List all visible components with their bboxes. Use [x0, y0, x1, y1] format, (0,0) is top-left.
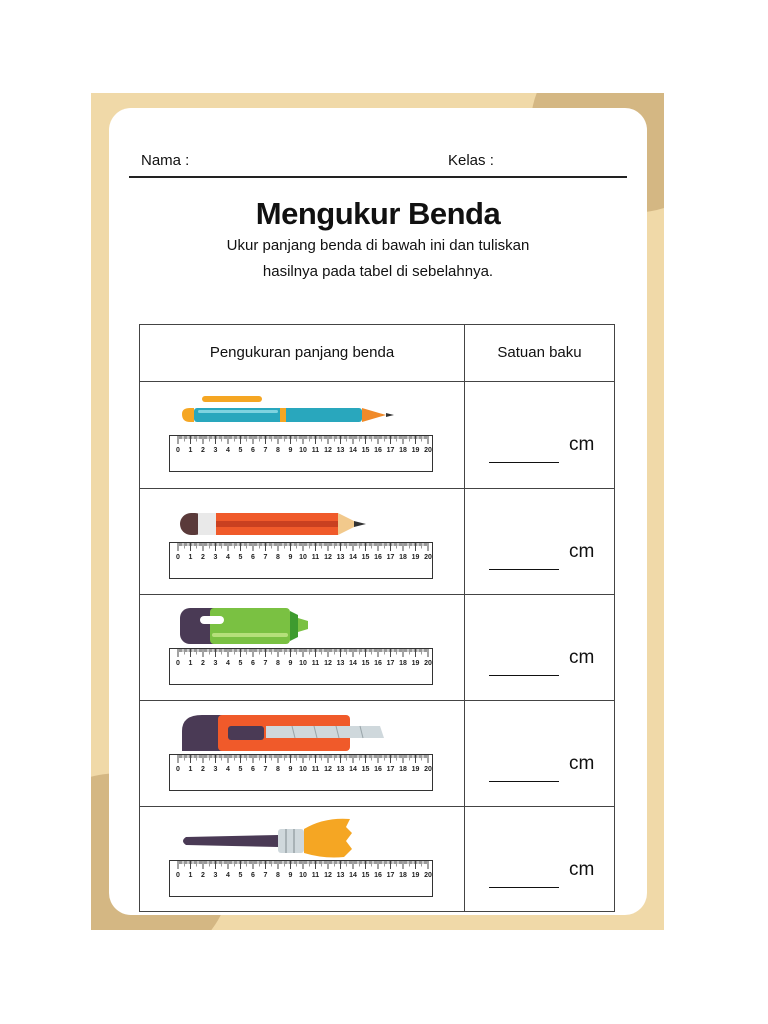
ruler-number: 0: [176, 660, 180, 667]
header-underline: [129, 176, 627, 178]
ruler-number: 12: [324, 660, 332, 667]
ruler-number: 14: [349, 660, 357, 667]
ruler-number: 16: [374, 660, 382, 667]
ruler-number: 7: [263, 872, 268, 879]
ruler-scale: [170, 436, 432, 471]
ruler-number: 17: [386, 872, 395, 879]
answer-blank[interactable]: [489, 675, 559, 676]
unit-label: cm: [569, 541, 595, 562]
ruler-number: 15: [361, 554, 370, 561]
ruler-number: 8: [276, 660, 280, 667]
answer-blank[interactable]: [489, 462, 559, 463]
ruler: [169, 860, 433, 897]
ruler-number: 10: [299, 554, 307, 561]
name-label: Nama :: [141, 152, 190, 169]
ruler-number: 9: [288, 447, 293, 454]
ruler-number: 2: [201, 872, 205, 879]
ruler-number: 19: [411, 447, 420, 454]
ruler-number: 11: [311, 660, 320, 667]
ruler-number: 15: [361, 766, 370, 773]
ruler-number: 12: [324, 872, 332, 879]
ruler-number: 1: [188, 660, 193, 667]
ruler-number: 9: [288, 766, 293, 773]
ruler-number: 17: [386, 660, 395, 667]
ruler-number: 4: [226, 660, 230, 667]
ruler-number: 13: [336, 766, 345, 773]
ruler-number: 8: [276, 447, 280, 454]
ruler-number: 14: [349, 447, 357, 454]
ruler-number: 8: [276, 554, 280, 561]
ruler-number: 16: [374, 554, 382, 561]
ruler-number: 18: [399, 766, 407, 773]
ruler-number: 7: [263, 660, 268, 667]
ruler-number: 14: [349, 554, 357, 561]
worksheet-frame: [91, 93, 664, 930]
ruler-number: 4: [226, 872, 230, 879]
ruler-number: 4: [226, 554, 230, 561]
unit-label: cm: [569, 647, 595, 668]
ruler-scale: [170, 649, 432, 684]
ruler-number: 13: [336, 554, 345, 561]
ruler-number: 20: [424, 766, 432, 773]
worksheet-card: [109, 108, 647, 915]
ruler-number: 1: [188, 554, 193, 561]
table-row: [140, 489, 614, 596]
ruler-number: 0: [176, 554, 180, 561]
ruler-number: 7: [263, 554, 268, 561]
ruler-number: 13: [336, 447, 345, 454]
ruler-number: 10: [299, 872, 307, 879]
ruler-number: 2: [201, 660, 205, 667]
ruler-number: 3: [213, 766, 218, 773]
ruler-number: 15: [361, 447, 370, 454]
highlighter-icon: [174, 603, 404, 651]
ruler-number: 17: [386, 554, 395, 561]
pen-icon: [174, 390, 404, 438]
ruler-number: 13: [336, 872, 345, 879]
ruler-number: 10: [299, 660, 307, 667]
ruler-number: 12: [324, 447, 332, 454]
ruler-scale: [170, 861, 432, 896]
ruler-number: 17: [386, 766, 395, 773]
column-header-measurement: Pengukuran panjang benda: [209, 344, 395, 361]
ruler-number: 5: [238, 872, 243, 879]
ruler-number: 1: [188, 766, 193, 773]
measurement-table: [139, 324, 615, 912]
ruler-number: 14: [349, 766, 357, 773]
ruler-number: 2: [201, 766, 205, 773]
unit-label: cm: [569, 434, 595, 455]
ruler-number: 4: [226, 447, 230, 454]
ruler-number: 6: [251, 766, 255, 773]
ruler-number: 3: [213, 872, 218, 879]
ruler-number: 11: [311, 872, 320, 879]
ruler-number: 7: [263, 766, 268, 773]
ruler-number: 15: [361, 660, 370, 667]
table-row: [140, 595, 614, 702]
ruler-number: 19: [411, 554, 420, 561]
ruler-number: 18: [399, 554, 407, 561]
ruler-number: 3: [213, 447, 218, 454]
ruler-number: 3: [213, 660, 218, 667]
ruler-number: 4: [226, 766, 230, 773]
column-header-unit: Satuan baku: [497, 344, 582, 361]
ruler-number: 19: [411, 766, 420, 773]
ruler-number: 16: [374, 447, 382, 454]
ruler-number: 10: [299, 766, 307, 773]
ruler: [169, 648, 433, 685]
class-label: Kelas :: [448, 152, 494, 169]
ruler-number: 11: [311, 447, 320, 454]
ruler-number: 15: [361, 872, 370, 879]
ruler-number: 11: [311, 766, 320, 773]
ruler-number: 18: [399, 447, 407, 454]
unit-label: cm: [569, 753, 595, 774]
ruler-scale: [170, 543, 432, 578]
ruler-number: 19: [411, 872, 420, 879]
ruler-number: 20: [424, 660, 432, 667]
pencil-icon: [174, 497, 404, 545]
ruler-number: 18: [399, 872, 407, 879]
ruler: [169, 542, 433, 579]
table-row: [140, 807, 614, 914]
instruction-line-2: hasilnya pada tabel di sebelahnya.: [262, 263, 494, 280]
table-row: [140, 701, 614, 808]
ruler-number: 12: [324, 766, 332, 773]
ruler-number: 1: [188, 872, 193, 879]
ruler-number: 2: [201, 447, 205, 454]
ruler-number: 8: [276, 766, 280, 773]
page-title: Mengukur Benda: [255, 196, 501, 231]
ruler-number: 9: [288, 554, 293, 561]
ruler: [169, 435, 433, 472]
ruler-number: 16: [374, 872, 382, 879]
ruler-scale: [170, 755, 432, 790]
ruler-number: 8: [276, 872, 280, 879]
ruler-number: 6: [251, 447, 255, 454]
ruler-number: 13: [336, 660, 345, 667]
ruler-number: 6: [251, 660, 255, 667]
ruler-number: 2: [201, 554, 205, 561]
ruler-number: 19: [411, 660, 420, 667]
ruler-number: 6: [251, 872, 255, 879]
ruler-number: 12: [324, 554, 332, 561]
paintbrush-icon: [174, 815, 404, 863]
ruler-number: 20: [424, 872, 432, 879]
ruler-number: 0: [176, 872, 180, 879]
ruler-number: 11: [311, 554, 320, 561]
ruler-number: 1: [188, 447, 193, 454]
ruler-number: 3: [213, 554, 218, 561]
instruction-line-1: Ukur panjang benda di bawah ini dan tuliskan: [226, 237, 530, 254]
ruler-number: 17: [386, 447, 395, 454]
ruler-number: 6: [251, 554, 255, 561]
ruler-number: 20: [424, 447, 432, 454]
ruler-number: 9: [288, 660, 293, 667]
ruler-number: 16: [374, 766, 382, 773]
ruler-number: 7: [263, 447, 268, 454]
ruler-number: 20: [424, 554, 432, 561]
ruler-number: 9: [288, 872, 293, 879]
ruler-number: 5: [238, 554, 243, 561]
ruler-number: 10: [299, 447, 307, 454]
ruler-number: 14: [349, 872, 357, 879]
cutter-knife-icon: [174, 709, 404, 757]
ruler-number: 0: [176, 447, 180, 454]
ruler-number: 5: [238, 447, 243, 454]
answer-blank[interactable]: [489, 569, 559, 570]
unit-label: cm: [569, 859, 595, 880]
ruler-number: 5: [238, 660, 243, 667]
ruler-number: 5: [238, 766, 243, 773]
answer-blank[interactable]: [489, 887, 559, 888]
ruler-number: 0: [176, 766, 180, 773]
ruler: [169, 754, 433, 791]
ruler-number: 18: [399, 660, 407, 667]
answer-blank[interactable]: [489, 781, 559, 782]
table-row: [140, 382, 614, 489]
